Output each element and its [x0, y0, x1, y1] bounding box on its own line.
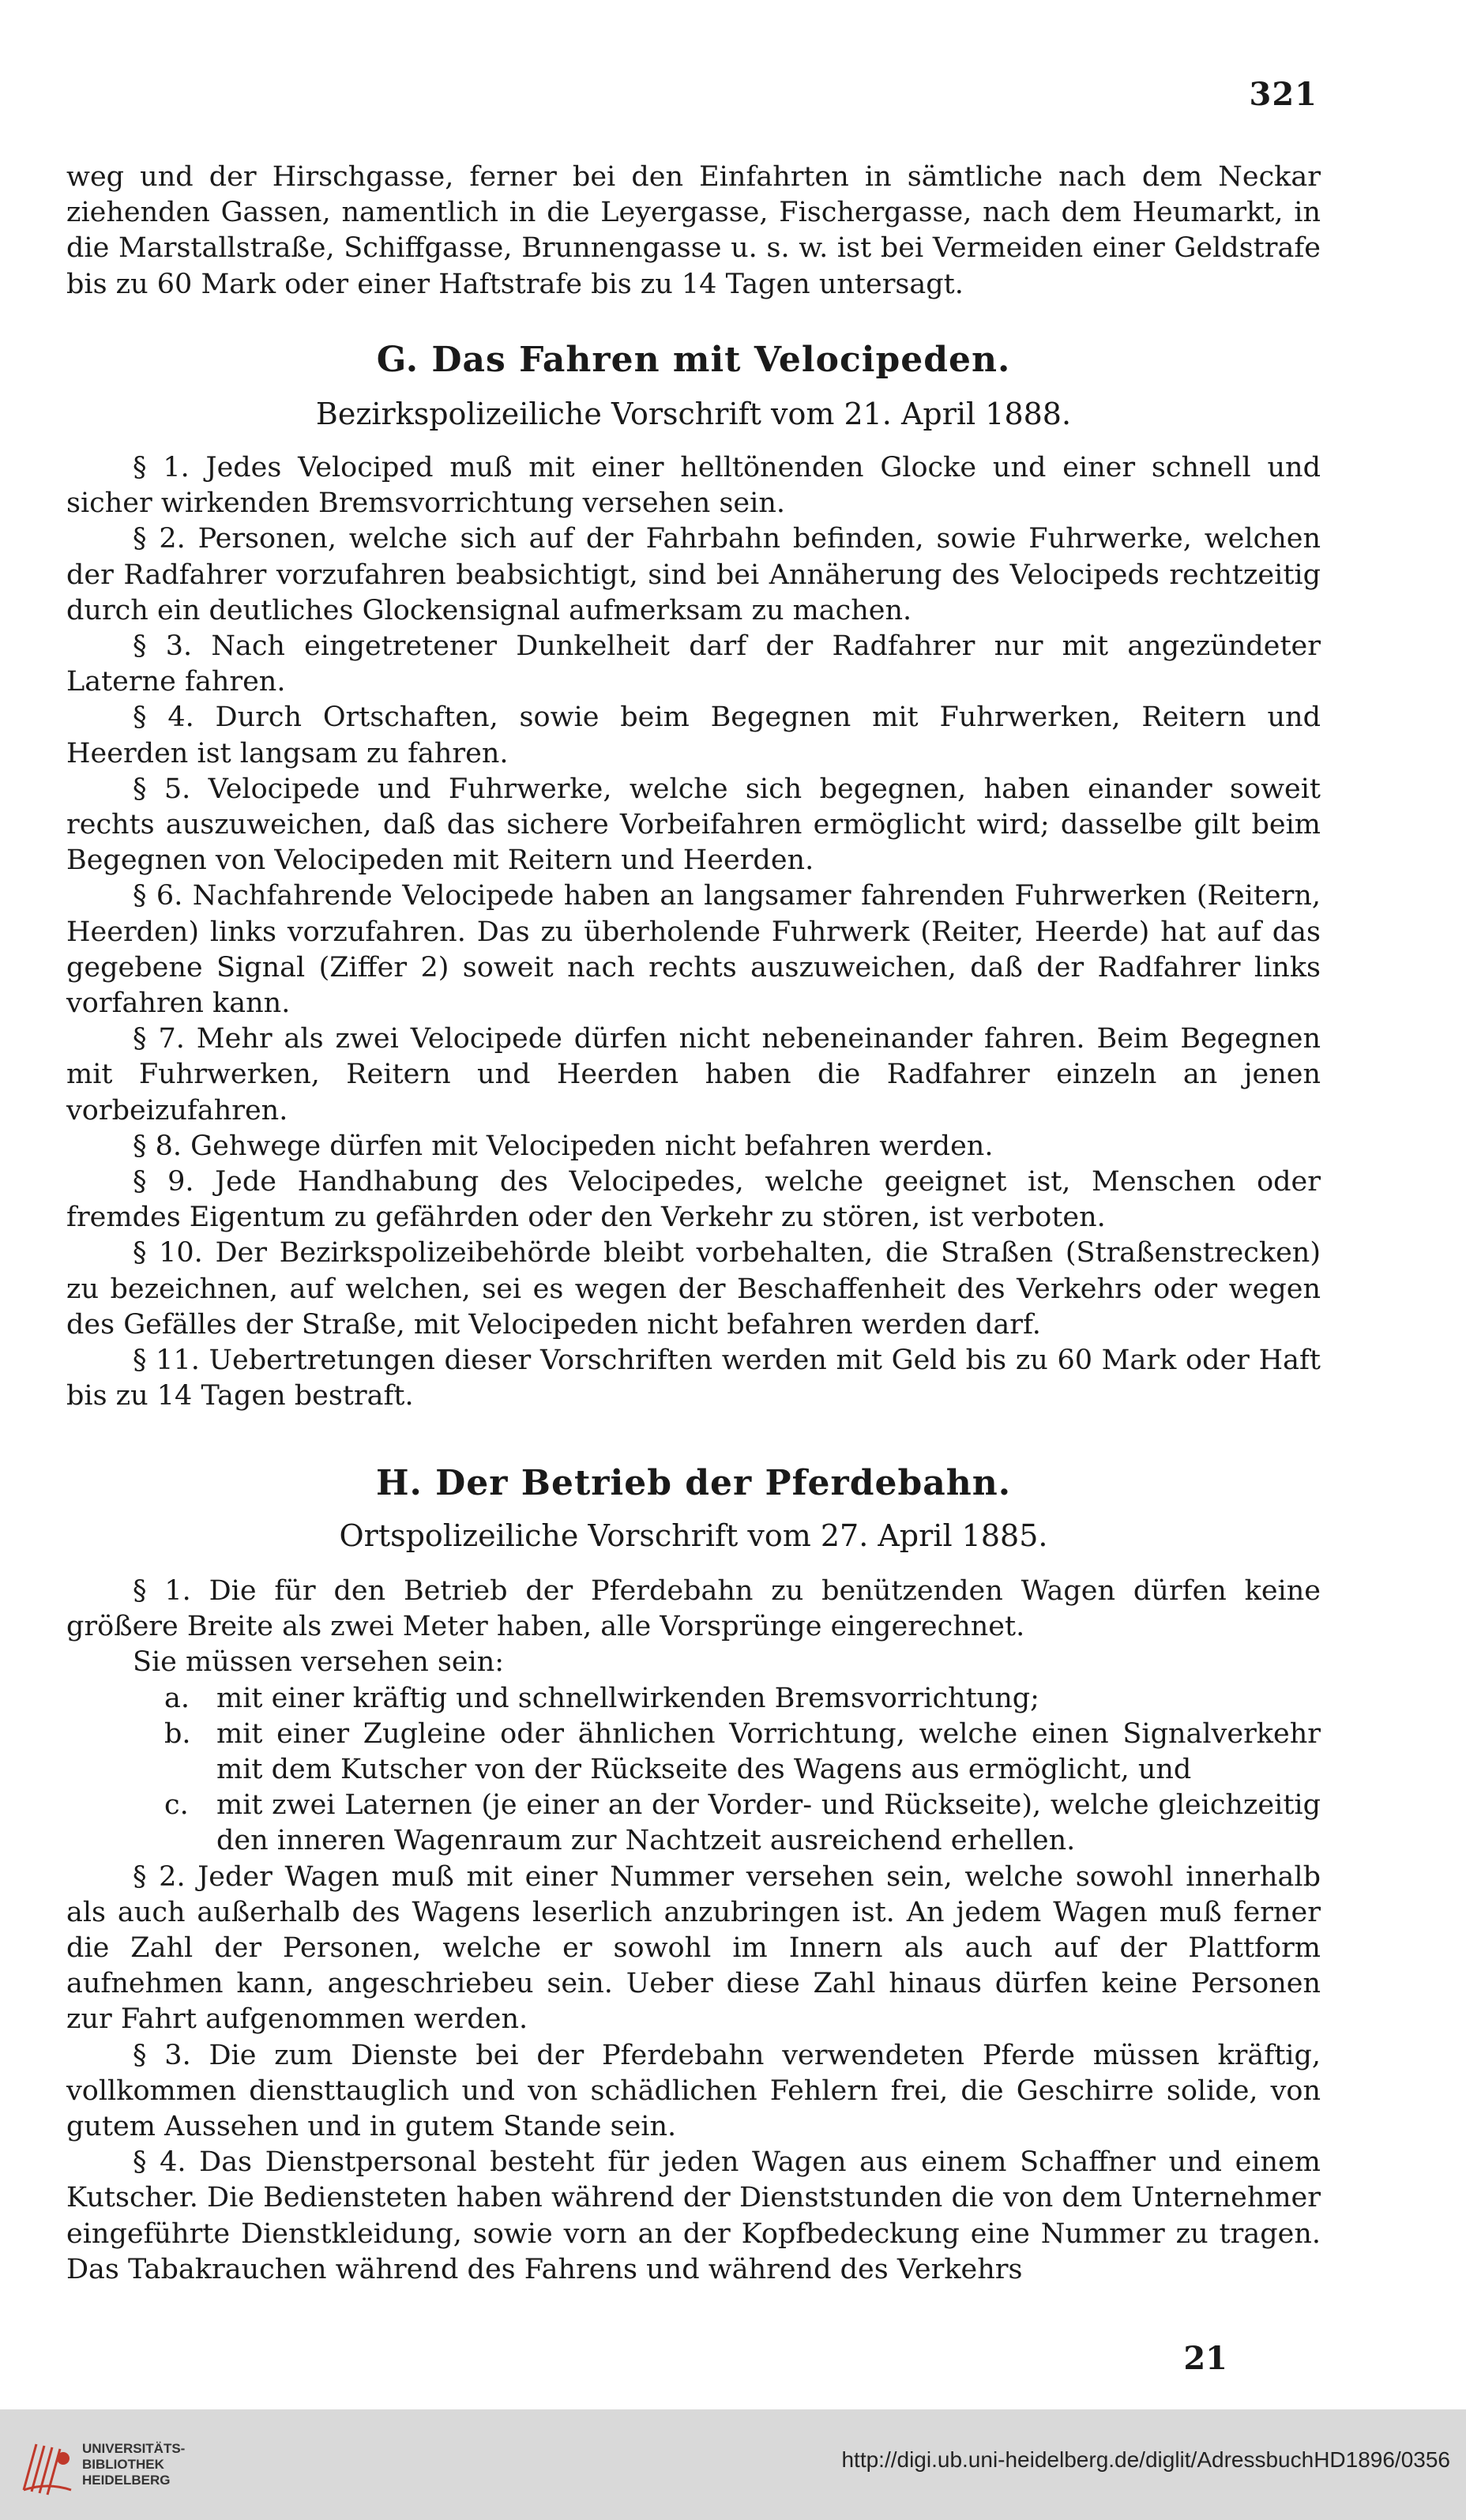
list-item-text: mit einer Zugleine oder ähnlichen Vorrichtung, welche einen Signalverkehr mit dem Kutscher von der Rückseite des Wagens aus ermöglicht, und	[216, 1717, 1321, 1786]
section-g-paragraph-5: § 5. Velocipede und Fuhrwerke, welche sich begegnen, haben einander soweit rechts auszuweichen, daß das sichere Vorbeifahren ermöglicht wird; dasselbe gilt beim Begegnen von Velocipeden mit Reitern und Heerden.	[66, 773, 1321, 877]
list-item-letter: c.	[164, 1789, 189, 1822]
list-item-letter: a.	[164, 1682, 190, 1714]
digitization-footer	[0, 2409, 1466, 2520]
section-g-paragraph-7: § 7. Mehr als zwei Velocipede dürfen nicht nebeneinander fahren. Beim Begegnen mit Fuhrwerken, Reitern und Heerden haben die Radfahrer einzeln an jenen vorbeizufahren.	[66, 1023, 1321, 1126]
section-h-heading: H. Der Betrieb der Pferdebahn.	[375, 1463, 1012, 1503]
list-item-letter: b.	[164, 1717, 191, 1750]
list-item	[66, 1788, 1321, 1859]
section-g-paragraph-8: § 8. Gehwege dürfen mit Velocipeden nicht befahren werden.	[133, 1130, 994, 1162]
list-item-text: mit zwei Laternen (je einer an der Vorder- und Rückseite), welche gleichzeitig den inneren Wagenraum zur Nachtzeit ausreichend erhellen.	[216, 1789, 1321, 1857]
section-g-paragraph-11: § 11. Uebertretungen dieser Vorschriften werden mit Geld bis zu 60 Mark oder Haft bis zu 14 Tagen bestraft.	[66, 1345, 1321, 1412]
list-item	[66, 1717, 1321, 1788]
list-item-text: mit einer kräftig und schnellwirkenden Bremsvorrichtung;	[216, 1682, 1039, 1714]
library-logo-icon	[16, 2435, 81, 2499]
library-name-line-2: BIBLIOTHEK	[82, 2457, 164, 2472]
section-g-heading: G. Das Fahren mit Velocipeden.	[376, 340, 1011, 380]
section-h-list-intro: Sie müssen versehen sein:	[133, 1646, 505, 1679]
section-h-paragraph-2: § 2. Jeder Wagen muß mit einer Nummer versehen sein, welche sowohl innerhalb als auch außerhalb des Wagens leserlich anzubringen ist. An jedem Wagen muß ferner die Zahl der Personen, welche er sowohl im Innern als auch auf der Plattform aufnehmen kann, angeschriebeu sein. Ueber diese Zahl hinaus dürfen keine Personen zur Fahrt aufgenommen werden.	[66, 1860, 1321, 2036]
library-name	[82, 2441, 185, 2488]
printer-signature-mark: 21	[1183, 2340, 1227, 2377]
section-g-paragraph-6: § 6. Nachfahrende Velocipede haben an langsamer fahrenden Fuhrwerken (Reitern, Heerden) links vorzufahren. Das zu überholende Fuhrwerk (Reiter, Heerde) hat auf das gegebene Signal (Ziffer 2) soweit nach rechts auszuweichen, daß der Radfahrer links vorfahren kann.	[66, 880, 1321, 1020]
section-h-paragraph-1: § 1. Die für den Betrieb der Pferdebahn zu benützenden Wagen dürfen keine größere Breite als zwei Meter haben, alle Vorsprünge eingerechnet.	[66, 1575, 1321, 1643]
section-h-equipment-list	[66, 1681, 1321, 1860]
intro-block	[66, 160, 1321, 303]
list-item	[66, 1681, 1321, 1717]
section-g-body	[66, 450, 1321, 1414]
section-g-paragraph-1: § 1. Jedes Velociped muß mit einer helltönenden Glocke und einer schnell und sicher wirkenden Bremsvorrichtung versehen sein.	[66, 452, 1321, 520]
page-number: 321	[1249, 76, 1318, 113]
source-url-link[interactable]: http://digi.ub.uni-heidelberg.de/diglit/AdressbuchHD1896/0356	[841, 2447, 1450, 2472]
library-name-line-3: HEIDELBERG	[82, 2473, 171, 2488]
section-h-paragraph-4: § 4. Das Dienstpersonal besteht für jeden Wagen aus einem Schaffner und einem Kutscher. Die Bediensteten haben während der Dienststunden die von dem Unternehmer eingeführte Dienstkleidung, sowie vorn an der Kopfbedeckung eine Nummer zu tragen. Das Tabakrauchen während des Fahrens und während des Verkehrs	[66, 2146, 1321, 2285]
intro-paragraph: weg und der Hirschgasse, ferner bei den Einfahrten in sämtliche nach dem Neckar ziehenden Gassen, namentlich in die Leyergasse, Fischergasse, nach dem Heumarkt, in die Marstallstraße, Schiffgasse, Brunnengasse u. s. w. ist bei Vermeiden einer Geldstrafe bis zu 60 Mark oder einer Haftstrafe bis zu 14 Tagen untersagt.	[66, 161, 1321, 300]
section-g-paragraph-2: § 2. Personen, welche sich auf der Fahrbahn befinden, sowie Fuhrwerke, welchen der Radfahrer vorzufahren beabsichtigt, sind bei Annäherung des Velocipeds rechtzeitig durch ein deutliches Glockensignal aufmerksam zu machen.	[66, 523, 1321, 626]
section-g-paragraph-3: § 3. Nach eingetretener Dunkelheit darf der Radfahrer nur mit angezündeter Laterne fahren.	[66, 630, 1321, 698]
section-g-paragraph-10: § 10. Der Bezirkspolizeibehörde bleibt vorbehalten, die Straßen (Straßenstrecken) zu bezeichnen, auf welchen, sei es wegen der Beschaffenheit des Verkehrs oder wegen des Gefälles der Straße, mit Velocipeden nicht befahren werden darf.	[66, 1237, 1321, 1341]
section-h-paragraph-3: § 3. Die zum Dienste bei der Pferdebahn verwendeten Pferde müssen kräftig, vollkommen diensttauglich und von schädlichen Fehlern frei, die Geschirre solide, von gutem Aussehen und in gutem Stande sein.	[66, 2039, 1321, 2143]
section-g-paragraph-4: § 4. Durch Ortschaften, sowie beim Begegnen mit Fuhrwerken, Reitern und Heerden ist langsam zu fahren.	[66, 701, 1321, 769]
section-h-body	[66, 1574, 1321, 2288]
section-g-paragraph-9: § 9. Jede Handhabung des Velocipedes, welche geeignet ist, Menschen oder fremdes Eigentum zu gefährden oder den Verkehr zu stören, ist verboten.	[66, 1166, 1321, 1234]
section-g-subheading: Bezirkspolizeiliche Vorschrift vom 21. April 1888.	[315, 397, 1072, 431]
library-name-line-1: UNIVERSITÄTS-	[82, 2441, 186, 2456]
section-h-subheading: Ortspolizeiliche Vorschrift vom 27. April 1885.	[339, 1518, 1048, 1553]
